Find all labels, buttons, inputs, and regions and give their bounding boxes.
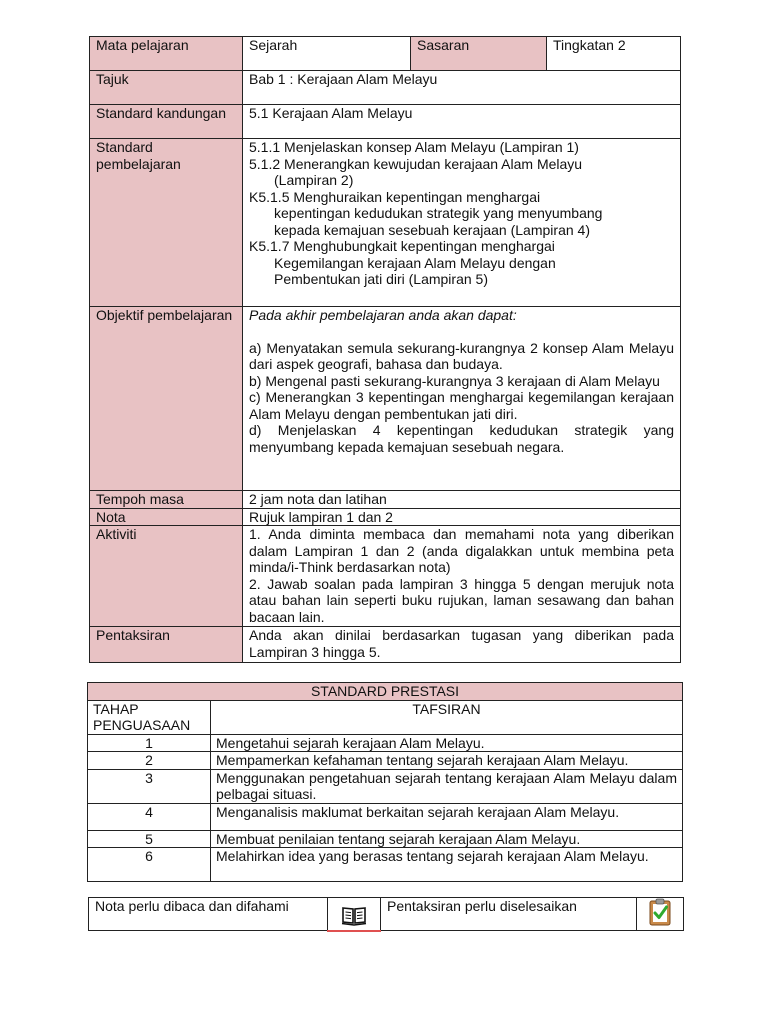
learning-standard-item: K5.1.7 Menghubungkait kepentingan menghargai Kegemilangan kerajaan Alam Melayu dengan Pembentukan jati diri (Lampiran 5) (249, 238, 556, 287)
table-row (88, 752, 683, 770)
target-label: Sasaran (411, 37, 547, 71)
table-row (88, 769, 683, 803)
table-row (88, 830, 683, 848)
level-number: 5 (88, 830, 211, 848)
learning-standard-list (243, 139, 681, 307)
topic-label: Tajuk (90, 71, 243, 105)
objective-list (243, 307, 681, 491)
objective-item: c) Menerangkan 3 kepentingan menghargai kegemilangan kerajaan Alam Melayu dengan pembentukan jati diri. (249, 389, 674, 422)
level-number: 6 (88, 848, 211, 882)
assessment-done-label: Pentaksiran perlu diselesaikan (381, 898, 637, 931)
lesson-plan-table (89, 36, 681, 663)
subject-label: Mata pelajaran (90, 37, 243, 71)
duration-label: Tempoh masa (90, 491, 243, 509)
notes-value: Rujuk lampiran 1 dan 2 (243, 508, 681, 526)
level-number: 1 (88, 734, 211, 752)
learning-standard-item: 5.1.2 Menerangkan kewujudan kerajaan Alam Melayu (Lampiran 2) (249, 155, 583, 188)
level-description: Menganalisis maklumat berkaitan sejarah kerajaan Alam Melayu. (211, 803, 683, 830)
legend-table (88, 897, 684, 932)
table-row (88, 734, 683, 752)
objective-item: d) Menjelaskan 4 kepentingan kedudukan strategik yang menyumbang kepada kemajuan sesebuah negara. (249, 422, 674, 455)
target-value: Tingkatan 2 (547, 37, 681, 71)
content-standard-value: 5.1 Kerajaan Alam Melayu (243, 105, 681, 139)
assessment-value: Anda akan dinilai berdasarkan tugasan yang diberikan pada Lampiran 3 hingga 5. (243, 627, 681, 663)
duration-value: 2 jam nota dan latihan (243, 491, 681, 509)
level-description: Menggunakan pengetahuan sejarah tentang kerajaan Alam Melayu dalam pelbagai situasi. (211, 769, 683, 803)
objective-intro: Pada akhir pembelajaran anda akan dapat: (249, 307, 517, 323)
table-row (88, 803, 683, 830)
level-column-header: TAHAP PENGUASAAN (88, 700, 211, 734)
assessment-label: Pentaksiran (90, 627, 243, 663)
level-description: Membuat penilaian tentang sejarah kerajaan Alam Melayu. (211, 830, 683, 848)
table-row (88, 848, 683, 882)
read-notes-label: Nota perlu dibaca dan difahami (89, 898, 328, 931)
clipboard-check-icon (637, 898, 684, 931)
topic-value: Bab 1 : Kerajaan Alam Melayu (243, 71, 681, 105)
book-icon (328, 898, 381, 931)
activity-item: 1. Anda diminta membaca dan memahami nota yang diberikan dalam Lampiran 1 dan 2 (anda digalakkan untuk membina peta minda/i-Think berdasarkan nota) (249, 526, 674, 575)
activity-item: 2. Jawab soalan pada lampiran 3 hingga 5 dengan merujuk nota atau bahan lain seperti buku rujukan, laman sesawang dan bahan bacaan lain. (249, 575, 674, 625)
learning-standard-item: K5.1.5 Menghuraikan kepentingan menghargai kepentingan kedudukan strategik yang menyumbang kepada kemajuan sesebuah kerajaan (Lampiran 4) (249, 188, 603, 238)
activity-label: Aktiviti (90, 526, 243, 627)
performance-standard-table (87, 682, 683, 882)
subject-value: Sejarah (243, 37, 411, 71)
learning-standard-label: Standard pembelajaran (90, 139, 243, 307)
interpretation-column-header: TAFSIRAN (211, 700, 683, 734)
level-number: 3 (88, 769, 211, 803)
level-number: 2 (88, 752, 211, 770)
performance-standard-title: STANDARD PRESTASI (88, 683, 683, 701)
objective-label: Objektif pembelajaran (90, 307, 243, 491)
level-description: Melahirkan idea yang berasas tentang sejarah kerajaan Alam Melayu. (211, 848, 683, 882)
content-standard-label: Standard kandungan (90, 105, 243, 139)
level-number: 4 (88, 803, 211, 830)
objective-item: b) Mengenal pasti sekurang-kurangnya 3 kerajaan di Alam Melayu (249, 372, 660, 389)
activity-list (243, 526, 681, 627)
level-description: Mempamerkan kefahaman tentang sejarah kerajaan Alam Melayu. (211, 752, 683, 770)
notes-label: Nota (90, 508, 243, 526)
learning-standard-item: 5.1.1 Menjelaskan konsep Alam Melayu (Lampiran 1) (249, 139, 579, 155)
level-description: Mengetahui sejarah kerajaan Alam Melayu. (211, 734, 683, 752)
objective-item: a) Menyatakan semula sekurang-kurangnya 2 konsep Alam Melayu dari aspek geografi, bahasa dan budaya. (249, 339, 674, 372)
